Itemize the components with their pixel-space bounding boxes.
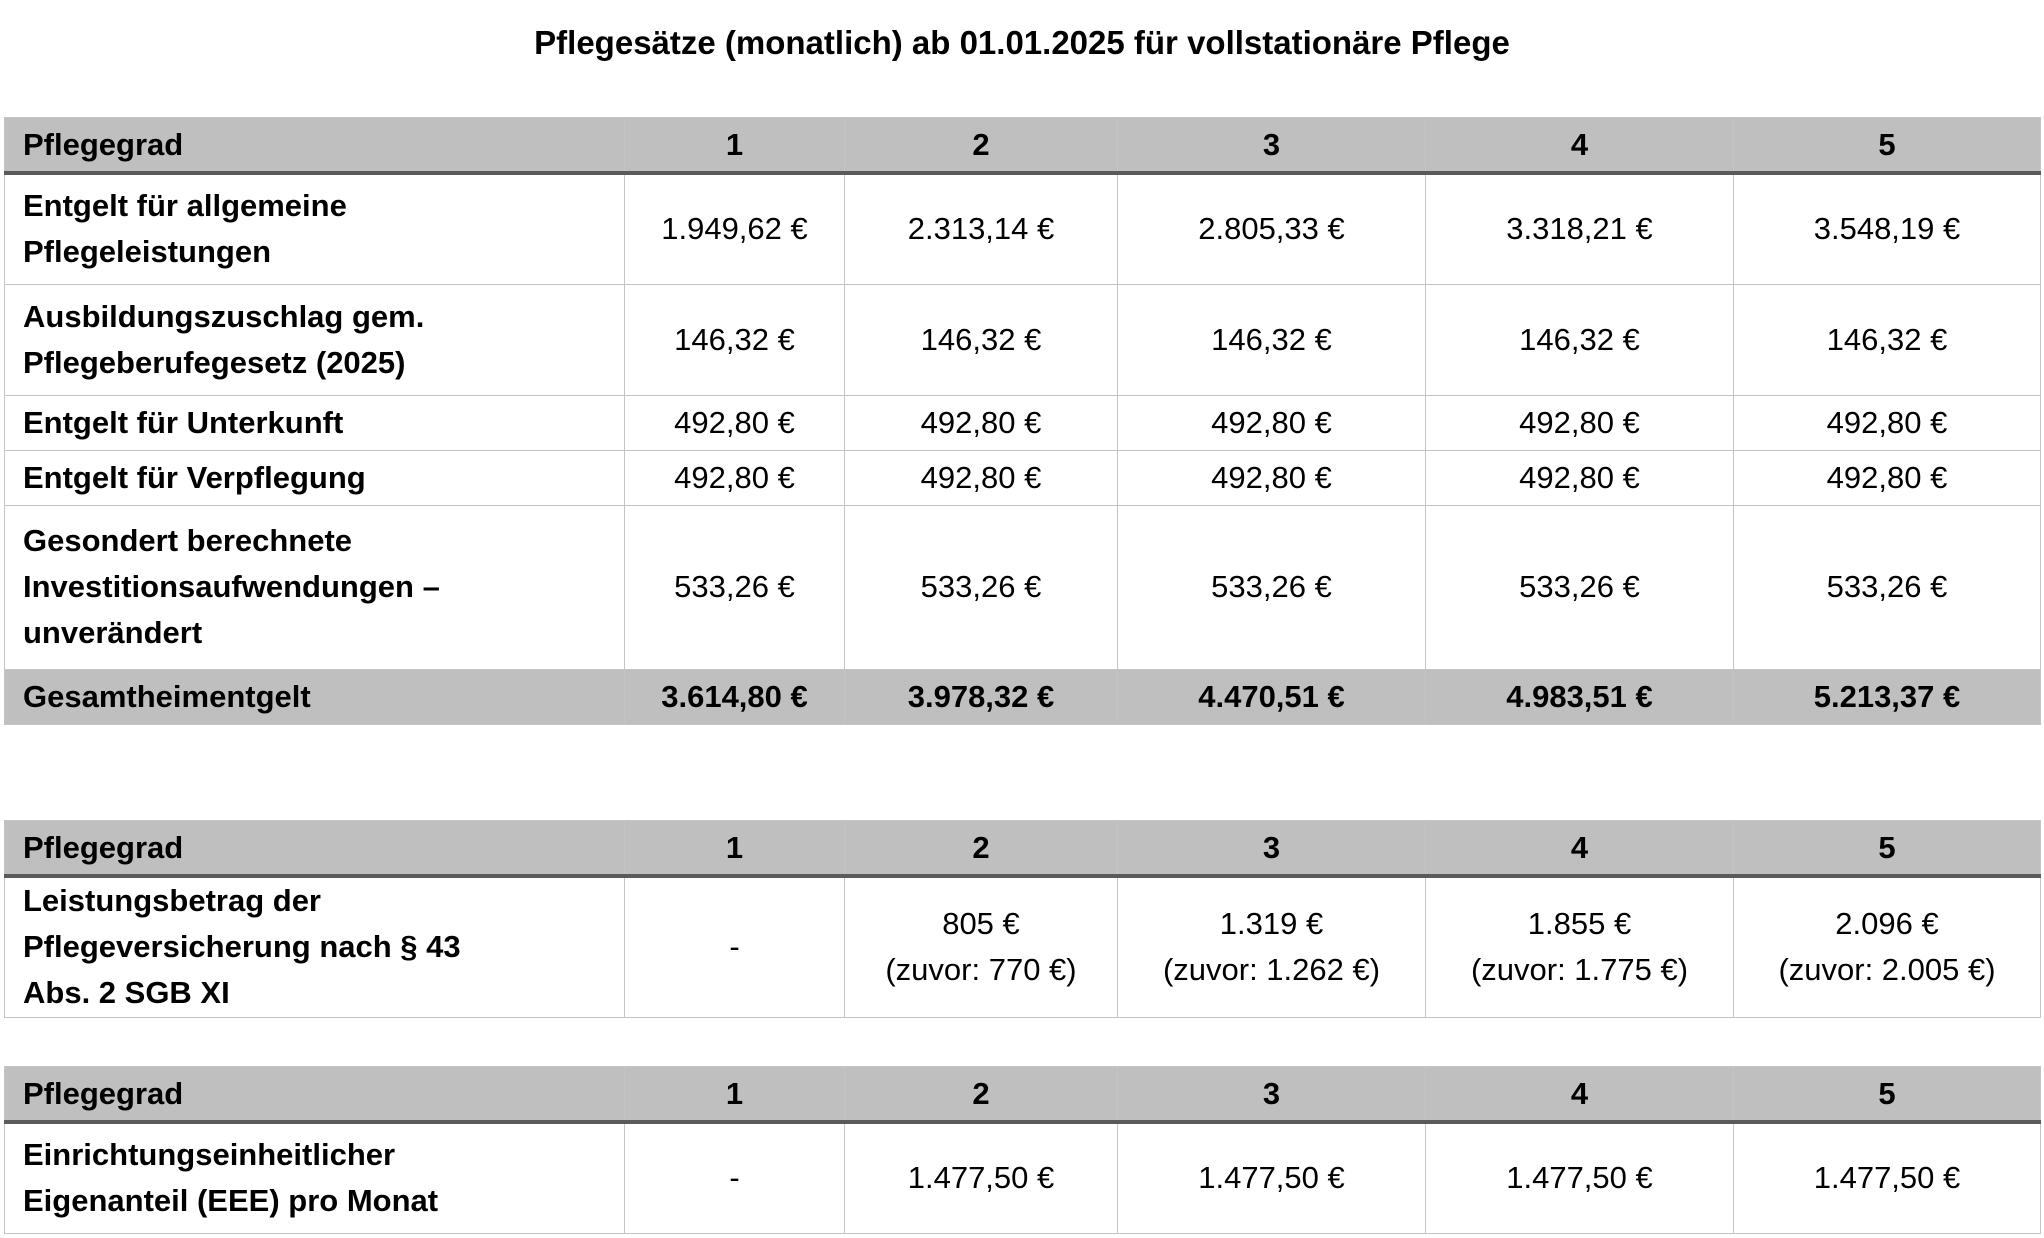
- table-cell: 492,80 €: [1426, 395, 1734, 450]
- table-row: [5, 173, 2041, 284]
- row-label-line: Investitionsaufwendungen –: [23, 569, 440, 604]
- table-cell: [1118, 876, 1426, 1017]
- header-grade-1: 1: [625, 1067, 845, 1123]
- table-cell: 1.949,62 €: [625, 173, 845, 284]
- table-cell: 146,32 €: [1734, 284, 2041, 395]
- row-label-line: Entgelt für Verpflegung: [23, 459, 366, 495]
- row-label-line: Abs. 2 SGB XI: [23, 975, 230, 1011]
- table-cell: 492,80 €: [625, 395, 845, 450]
- table-row: [5, 1122, 2041, 1233]
- header-grade-2: 2: [845, 1067, 1118, 1123]
- row-label-line: Gesondert berechnete: [23, 523, 353, 558]
- table-cell: 533,26 €: [1426, 505, 1734, 669]
- table-header-row: [5, 821, 2041, 877]
- amount: 805 €: [942, 906, 1020, 942]
- header-pflegegrad: Pflegegrad: [5, 118, 625, 174]
- header-grade-2: 2: [845, 118, 1118, 174]
- page-title: Pflegesätze (monatlich) ab 01.01.2025 für vollstationäre Pflege: [534, 24, 1510, 61]
- header-grade-3: 3: [1118, 821, 1426, 877]
- leistungsbetrag-table: [4, 820, 2041, 1018]
- table-cell: [1734, 876, 2041, 1017]
- row-label-eigenanteil: [5, 1122, 625, 1233]
- table-cell: 492,80 €: [1734, 450, 2041, 505]
- prior-amount: (zuvor: 2.005 €): [1778, 952, 1996, 988]
- header-pflegegrad: Pflegegrad: [5, 1067, 625, 1123]
- row-label-ausbildungszuschlag: [5, 284, 625, 395]
- table-cell: 492,80 €: [845, 450, 1118, 505]
- header-grade-3: 3: [1118, 118, 1426, 174]
- row-label-line: Eigenanteil (EEE) pro Monat: [23, 1183, 439, 1219]
- header-grade-4: 4: [1426, 821, 1734, 877]
- row-label-line: unverändert: [23, 615, 203, 650]
- table-cell: 146,32 €: [1118, 284, 1426, 395]
- table-cell: 533,26 €: [625, 505, 845, 669]
- table-cell: 146,32 €: [625, 284, 845, 395]
- table-cell: [1426, 876, 1734, 1017]
- header-grade-1: 1: [625, 821, 845, 877]
- table-cell: 146,32 €: [845, 284, 1118, 395]
- amount: 1.319 €: [1219, 906, 1324, 942]
- table-row: [5, 395, 2041, 450]
- table-cell: 492,80 €: [1118, 395, 1426, 450]
- table-cell: 2.805,33 €: [1118, 173, 1426, 284]
- header-grade-4: 4: [1426, 118, 1734, 174]
- table-cell: 533,26 €: [1734, 505, 2041, 669]
- table-header-row: [5, 1067, 2041, 1123]
- table-cell: 492,80 €: [1426, 450, 1734, 505]
- header-grade-5: 5: [1734, 821, 2041, 877]
- table-cell: 533,26 €: [1118, 505, 1426, 669]
- table-row: [5, 505, 2041, 669]
- table-cell: 146,32 €: [1426, 284, 1734, 395]
- header-grade-1: 1: [625, 118, 845, 174]
- table-header-row: [5, 118, 2041, 174]
- header-pflegegrad: Pflegegrad: [5, 821, 625, 877]
- row-label-line: Ausbildungszuschlag gem.: [23, 298, 425, 334]
- row-label-investitionsaufwendungen: [5, 505, 625, 669]
- row-label-line: Pflegeberufegesetz (2025): [23, 344, 406, 380]
- table-cell: 2.313,14 €: [845, 173, 1118, 284]
- table-cell: 1.477,50 €: [845, 1122, 1118, 1233]
- table-cell: 492,80 €: [1118, 450, 1426, 505]
- pflegesaetze-table: [4, 117, 2041, 725]
- header-grade-5: 5: [1734, 1067, 2041, 1123]
- row-label-line: Pflegeleistungen: [23, 234, 272, 270]
- total-cell: 4.983,51 €: [1426, 669, 1734, 724]
- amount: 1.855 €: [1527, 906, 1632, 942]
- total-row: [5, 669, 2041, 724]
- eigenanteil-table: [4, 1066, 2041, 1234]
- total-label: Gesamtheimentgelt: [5, 669, 625, 724]
- table-cell: 492,80 €: [625, 450, 845, 505]
- row-label-verpflegung: [5, 450, 625, 505]
- table-cell: 1.477,50 €: [1426, 1122, 1734, 1233]
- header-grade-3: 3: [1118, 1067, 1426, 1123]
- row-label-line: Leistungsbetrag der: [23, 883, 321, 919]
- header-grade-5: 5: [1734, 118, 2041, 174]
- total-cell: 3.978,32 €: [845, 669, 1118, 724]
- prior-amount: (zuvor: 1.775 €): [1470, 952, 1689, 988]
- row-label-line: Entgelt für allgemeine: [23, 188, 347, 224]
- prior-amount: (zuvor: 1.262 €): [1162, 952, 1381, 988]
- header-grade-2: 2: [845, 821, 1118, 877]
- row-label-line: Entgelt für Unterkunft: [23, 404, 344, 440]
- row-label-line: Pflegeversicherung nach § 43: [23, 929, 461, 965]
- row-label-leistungsbetrag: [5, 876, 625, 1017]
- table-cell: 1.477,50 €: [1118, 1122, 1426, 1233]
- table-cell: 3.318,21 €: [1426, 173, 1734, 284]
- table-cell: 533,26 €: [845, 505, 1118, 669]
- table-cell: 492,80 €: [1734, 395, 2041, 450]
- table-cell: 1.477,50 €: [1734, 1122, 2041, 1233]
- prior-amount: (zuvor: 770 €): [885, 952, 1077, 988]
- table-cell: [625, 876, 845, 1017]
- row-label-unterkunft: [5, 395, 625, 450]
- total-cell: 4.470,51 €: [1118, 669, 1426, 724]
- row-label-line: Einrichtungseinheitlicher: [23, 1137, 396, 1173]
- table-row: [5, 876, 2041, 1017]
- table-row: [5, 450, 2041, 505]
- amount: -: [729, 929, 740, 965]
- table-cell: 492,80 €: [845, 395, 1118, 450]
- table-cell: [845, 876, 1118, 1017]
- table-cell: 3.548,19 €: [1734, 173, 2041, 284]
- amount: 2.096 €: [1835, 906, 1939, 942]
- table-row: [5, 284, 2041, 395]
- header-grade-4: 4: [1426, 1067, 1734, 1123]
- table-cell: -: [625, 1122, 845, 1233]
- total-cell: 3.614,80 €: [625, 669, 845, 724]
- total-cell: 5.213,37 €: [1734, 669, 2041, 724]
- row-label-allgemeine-pflegeleistungen: [5, 173, 625, 284]
